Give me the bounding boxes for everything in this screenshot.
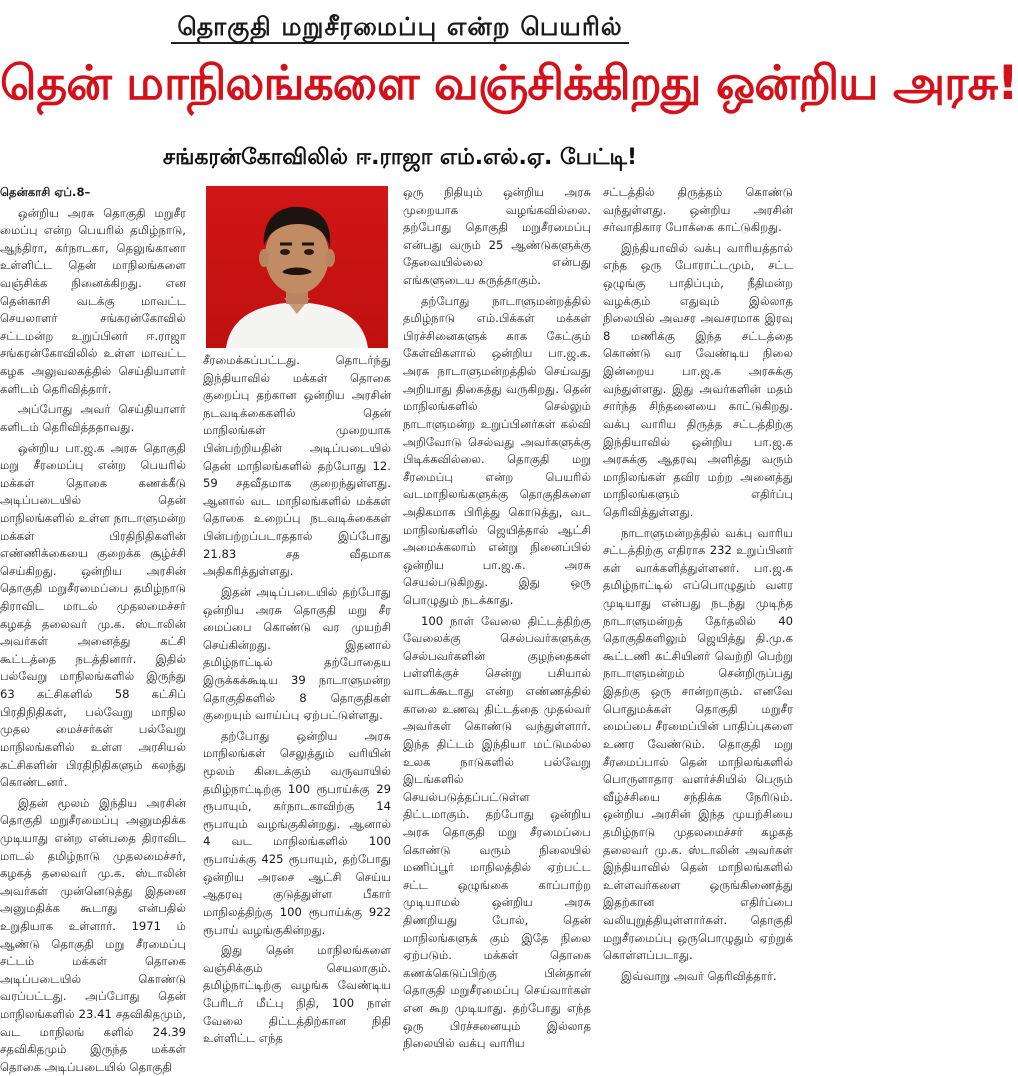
paragraph: அப்போது அவர் செய்தியாளர் களிடம் தெரிவித்ததாவது.	[0, 402, 186, 434]
main-headline: தென் மாநிலங்களை வஞ்சிக்கிறது ஒன்றிய அரசு!	[0, 56, 1018, 111]
paragraph: ஒன்றிய அரசு தொகுதி மறுசீர மைப்பு என்ற பெயரில் தமிழ்நாடு, ஆந்திரா, கர்நாடகா, தெலுங்கானா உள்ளிட்ட தென் மாநிலங்களை வஞ்சிக்க நினைக்கிறது. என தென்காசி வடக்கு மாவட்ட செயலாளர் சங்கரன்கோவில் சட்டமன்ற உறுப்பினர் ஈ.ராஜா சங்கரன்கோவிலில் உள்ள மாவட்ட கழக அலுவலகத்தில் செய்தியாளர் களிடம் தெரிவித்தார்.	[0, 205, 186, 396]
paragraph: இவ்வாறு அவர் தெரிவித்தார்.	[621, 968, 777, 983]
dateline: தென்காசி ஏப்.8–	[0, 185, 91, 199]
paragraph: சட்டத்தில் திருத்தம் கொண்டு வந்துள்ளது. ஒன்றிய அரசின் சர்வாதிகார போக்கை காட்டுகிறது.	[603, 185, 793, 235]
paragraph: இது தென் மாநிலங்களை வஞ்சிக்கும் செயலாகும். தமிழ்நாட்டிற்கு வழங்க வேண்டிய பேரிடர் மீட்பு நிதி, 100 நாள் வேலை திட்டத்திற்கான நிதி உள்ளிட்ட எந்த	[203, 943, 391, 1046]
paragraph: இதன் அடிப்படையில் தற்போது ஒன்றிய அரசு தொகுதி மறு சீர மைப்பை கொண்டு வர முயற்சி செய்கின்றது. இதனால் தமிழ்நாட்டில் தற்போதைய இருக்கக்கூடிய 39 நாடாளுமன்ற தொகுதிகளில் 8 தொகுதிகள் குறையும் வாய்ப்பு ஏற்பட்டுள்ளது.	[203, 584, 391, 723]
paragraph: ஒரு நிதியும் ஒன்றிய அரசு முறையாக வழங்கவில்லை. தற்போது தொகுதி மறுசீரமைப்பு என்பது வரும் 25 ஆண்டுகளுக்கு தேவையில்லை என்பது எங்களுடைய கருத்தாகும்.	[403, 185, 591, 288]
paragraph: சீரமைக்கப்பட்டது. தொடர்ந்து இந்தியாவில் மக்கள் தொகை குறைப்பு தற்கான ஒன்றிய அரசின் நடவடிக்கைகளில் தென் மாநிலங்கள் முறையாக பின்பற்றியதின் அடிப்படையில் தென் மாநிலங்களில் தற்போது 12. 59 சதவீதமாக குறைந்துள்ளது. ஆனால் வட மாநிலங்களில் மக்கள் தொகை உறைப்பு நடவடிக்கைகள் பின்பற்றப்படாததால் இப்போது 21.83 சத வீதமாக அதிகரித்துள்ளது.	[203, 353, 391, 579]
article-column-3	[403, 184, 591, 1051]
kicker-headline	[0, 12, 800, 45]
paragraph: தற்போது ஒன்றிய அரசு மாநிலங்கள் செலுத்தும் வரியின் மூலம் கிடைக்கும் வருவாயில் தமிழ்நாட்டிற்கு 100 ரூபாய்க்கு 29 ரூபாயும், கர்நாடகாவிற்கு 14 ரூபாயும் வழங்குகின்றது. ஆனால் 4 வட மாநிலங்களில் 100 ரூபாய்க்கு 425 ரூபாயும், தற்போது ஒன்றிய அரசை ஆட்சி செய்ய ஆதரவு குடுத்துள்ள பீகார் மாநிலத்திற்கு 100 ரூபாய்க்கு 922 ரூபாய் வழங்குகின்றது.	[203, 728, 391, 937]
paragraph: இதன் மூலம் இந்திய அரசின் தொகுதி மறுசீரமைப்பு அனுமதிக்க முடியாது என்ற என்பதை திராவிட மாடல் தமிழ்நாடு முதலமைச்சர், கழகத் தலைவர் மு.க. ஸ்டாலின் அவர்கள் முன்னெடுத்து இதனை அனுமதிக்க கூடாது என்பதில் உறுதியாக உள்ளார். 1971 ம் ஆண்டு தொகுதி மறு சீரமைப்பு சட்டம் மக்கள் தொகை அடிப்படையில் கொண்டு வரப்பட்டது. அப்போது தென் மாநிலங்களில் 23.41 சதவிகிதமும், வட மாநிலங் களில் 24.39 சதவிகிதமும் இருந்த மக்கள் தொகை அடிப்படையில் தொகுதி	[0, 795, 186, 1074]
paragraph: 100 நாள் வேலை திட்டத்திற்கு வேலைக்கு செல்பவர்களுக்கு செல்பவர்களின் குழந்தைகள் பள்ளிக்குச் சென்று பசியால் வாடக்கூடாது என்ற எண்ணத்தில் காலை உணவு திட்டத்தை முதல்வர் அவர்கள் கொண்டு வந்துள்ளார். இந்த திட்டம் இந்தியா மட்டுமல்ல உலக நாடுகளில் பல்வேறு இடங்களில் செயல்படுத்தப்பட்டுள்ள திட்டமாகும். தற்போது ஒன்றிய அரசு தொகுதி மறு சீரமைப்பை கொண்டு வரும் நிலையில் மணிப்பூர் மாநிலத்தில் ஏற்பட்ட சட்ட ஒழுங்கை காப்பாற்ற முடியாமல் ஒன்றிய அரசு திணறியது போல், தென் மாநிலங்களுக் கும் இதே நிலை ஏற்படும். மக்கள் தொகை கணக்கெடுப்பிற்கு பின்தான் தொகுதி மறுசீரமைப்பு செய்வார்கள் என கூற முடியாது. தற்போது எந்த ஒரு பிரச்சனையும் இல்லாத நிலையில் வக்பு வாரிய	[403, 613, 591, 1051]
article-column-2	[203, 352, 391, 1046]
paragraph: நாடாளுமன்றத்தில் வக்பு வாரிய சட்டத்திற்கு எதிராக 232 உறுப்பினர் கள் வாக்களித்துள்ளனர். பா.ஜ.க தமிழ்நாட்டில் எப்பொழுதும் வளர முடியாது என்பது நடந்து முடிந்த நாடாளுமன்றத் தேர்தலில் 40 தொகுதிகளிலும் ஜெயித்து தி.மு.க கூட்டணி கட்சியினர் வெற்றி பெற்று நாடாளுமன்றம் சென்றிருப்பது இதற்கு ஒரு சான்றாகும். எனவே பொதுமக்கள் தொகுதி மறுசீர மைப்பை சீரமைப்பின் பாதிப்புகளை உணர வேண்டும். தொகுதி மறு சீரமைப்பால் தென் மாநிலங்களில் பொருளாதார வளர்ச்சியில் பெரும் வீழ்ச்சியை சந்திக்க நேரிடும். ஒன்றிய அரசின் இந்த முயற்சியை தமிழ்நாடு முதலமைச்சர் கழகத் தலைவர் மு.க. ஸ்டாலின் அவர்கள் இந்தியாவில் தென் மாநிலங்களில் உள்ளவர்களை ஒருங்கிணைத்து இதற்கான எதிர்ப்பை வலியுறுத்தியுள்ளார்கள். தொகுதி மறுசீரமைப்பு ஒருபொழுதும் ஏற்றுக் கொள்ளப்படாது.	[603, 525, 793, 963]
paragraph: இந்தியாவில் வக்பு வாரியத்தால் எந்த ஒரு போராட்டமும், சட்ட ஒழுங்கு பாதிப்பும், நீதிமன்ற வழக்கும் எதுவும் இல்லாத நிலையில் அவசர அவசரமாக இரவு 8 மணிக்கு இந்த சட்டத்தை கொண்டு வர வேண்டிய நிலை இன்றைய பா.ஜ.க அரசுக்கு வந்துள்ளது. இது அவர்களின் மதம் சார்ந்த சிந்தனையை காட்டுகிறது. வக்பு வாரிய திருத்த சட்டத்திற்கு இந்தியாவில் ஒன்றிய பா.ஜ.க அரசுக்கு ஆதரவு அளித்து வரும் மாநிலங்கள் தவிர மற்ற அனைத்து மாநிலங்களும் எதிர்ப்பு தெரிவித்துள்ளது.	[603, 240, 793, 519]
paragraph: தற்போது நாடாளுமன்றத்தில் தமிழ்நாடு எம்.பிக்கள் மக்கள் பிரச்சினைகளுக் காக கேட்கும் கேள்விகளால் ஒன்றிய பா.ஜ.க. அரசு நாடாளுமன்றத்தில் செய்வது அறியாது திகைத்து வருகிறது. தென் மாநிலங்களில் செல்லும் நாடாளுமன்ற உறுப்பினர்கள் கல்வி அறிவோடு செல்வது அவர்களுக்கு பிடிக்கவில்லை. தொகுதி மறு சீரமைப்பு என்ற பெயரில் வடமாநிலங்களுக்கு தொகுதிகளை அதிகமாக பிரித்து கொடுத்து, வட மாநிலங்களில் ஜெயித்தால் ஆட்சி அமைக்கலாம் என்று நினைப்பில் ஒன்றிய பா.ஜ.க. அரசு செயல்படுகிறது. இது ஒரு பொழுதும் நடக்காது.	[403, 293, 591, 608]
person-portrait-icon	[206, 186, 388, 348]
paragraph: ஒன்றிய பா.ஜ.க அரசு தொகுதி மறு சீரமைப்பு என்ற பெயரில் மக்கள் தொகை கணக்கீடு அடிப்படையில் தென் மாநிலங்களில் உள்ள நாடாளுமன்ற மக்கள் பிரதிநிதிகளின் எண்ணிக்கையை குறைக்க சூழ்ச்சி செய்கிறது. ஒன்றிய அரசின் தொகுதி மறுசீரமைப்பை தமிழ்நாடு திராவிட மாடல் முதலமைச்சர் கழகத் தலைவர் மு.க. ஸ்டாலின் அவர்கள் அனைத்து கட்சி கூட்டத்தை நடத்தினார். இதில் பல்வேறு மாநிலங்களில் இருந்து 63 கட்சிகளில் 58 கட்சிப் பிரதிநிதிகள், பல்வேறு மாநில முதல மைச்சர்கள் பல்வேறு மாநிலங்களில் உள்ள அரசியல் கட்சிகளின் பிரதிநிதிகளும் கலந்து கொண்டனர்.	[0, 440, 186, 790]
article-column-1	[0, 184, 186, 1074]
subheadline: சங்கரன்கோவிலில் ஈ.ராஜா எம்.எல்.ஏ. பேட்டி!	[162, 145, 638, 170]
portrait-photo	[206, 186, 388, 348]
kicker-text: தொகுதி மறுசீரமைப்பு என்ற பெயரில்	[171, 12, 628, 44]
article-column-4	[603, 184, 793, 1036]
